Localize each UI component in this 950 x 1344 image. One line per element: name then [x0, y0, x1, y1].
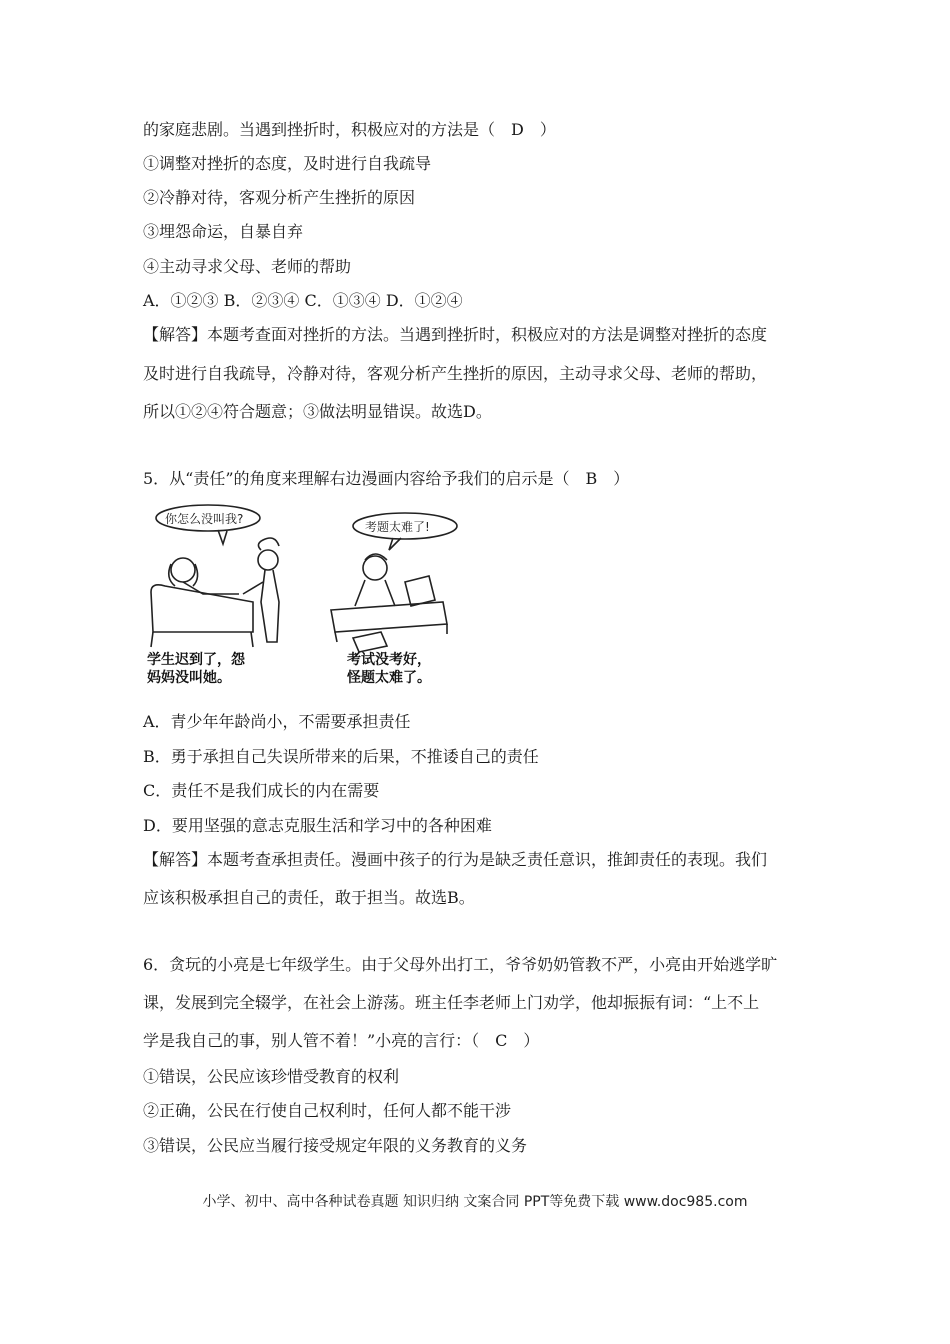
q6-stem-line-3: 学是我自己的事，别人管不着！”小亮的言行：（ C ）	[143, 1031, 540, 1050]
q5-stem: 5．从“责任”的角度来理解右边漫画内容给予我们的启示是（ B ）	[143, 469, 630, 488]
mother-head	[258, 550, 278, 570]
caption-right-line-1: 考试没考好，	[347, 652, 431, 668]
page-footer: 小学、初中、高中各种试卷真题 知识归纳 文案合同 PPT等免费下载 www.doc985.com	[202, 1194, 748, 1210]
q6-item-1: ①错误，公民应该珍惜受教育的权利	[143, 1067, 400, 1086]
q5-option-c: C．责任不是我们成长的内在需要	[143, 781, 380, 800]
q6-item-3: ③错误，公民应当履行接受规定年限的义务教育的义务	[143, 1136, 528, 1155]
q5-answer-line-2: 应该积极承担自己的责任，敢于担当。故选B。	[143, 888, 475, 907]
q6-stem-line-2: 课，发展到完全辍学，在社会上游荡。班主任李老师上门劝学，他却振振有词：“上不上	[143, 993, 760, 1012]
q4-item-3: ③埋怨命运，自暴自弃	[143, 222, 304, 241]
q4-item-2: ②冷静对待，客观分析产生挫折的原因	[143, 188, 416, 207]
bed	[151, 585, 253, 632]
q5-option-a: A．青少年年龄尚小，不需要承担责任	[143, 712, 411, 731]
child-head	[171, 558, 195, 582]
bubble-right-text: 考题太难了!	[365, 520, 430, 534]
caption-right-line-2: 怪题太难了。	[347, 670, 431, 686]
q6-item-2: ②正确，公民在行使自己权利时，任何人都不能干涉	[143, 1101, 512, 1120]
q4-item-4: ④主动寻求父母、老师的帮助	[143, 257, 352, 276]
q4-answer-line-1: 【解答】本题考查面对挫折的方法。当遇到挫折时，积极应对的方法是调整对挫折的态度	[143, 325, 768, 344]
student-head	[363, 556, 387, 580]
paper-icon	[353, 632, 387, 652]
bubble-left-text: 你怎么没叫我?	[165, 512, 244, 526]
q6-stem-line-1: 6．贪玩的小亮是七年级学生。由于父母外出打工，爷爷奶奶管教不严，小亮由开始逃学旷	[143, 955, 778, 974]
q4-answer-line-2: 及时进行自我疏导，冷静对待，客观分析产生挫折的原因，主动寻求父母、老师的帮助，	[143, 364, 768, 383]
q4-options: A．①②③ B．②③④ C．①③④ D．①②④	[143, 291, 463, 310]
caption-left-line-2: 妈妈没叫她。	[147, 670, 231, 686]
q5-answer-line-1: 【解答】本题考查承担责任。漫画中孩子的行为是缺乏责任意识，推卸责任的表现。我们	[143, 850, 768, 869]
q5-option-d: D．要用坚强的意志克服生活和学习中的各种困难	[143, 816, 492, 835]
q4-item-1: ①调整对挫折的态度，及时进行自我疏导	[143, 154, 432, 173]
desk	[331, 602, 447, 632]
q5-option-b: B．勇于承担自己失误所带来的后果，不推诿自己的责任	[143, 747, 539, 766]
caption-left-line-1: 学生迟到了，怨	[147, 652, 245, 668]
q4-stem: 的家庭悲剧。当遇到挫折时，积极应对的方法是（ D ）	[143, 120, 556, 139]
q4-answer-line-3: 所以①②④符合题意；③做法明显错误。故选D。	[143, 402, 492, 421]
cartoon-illustration	[143, 502, 483, 687]
